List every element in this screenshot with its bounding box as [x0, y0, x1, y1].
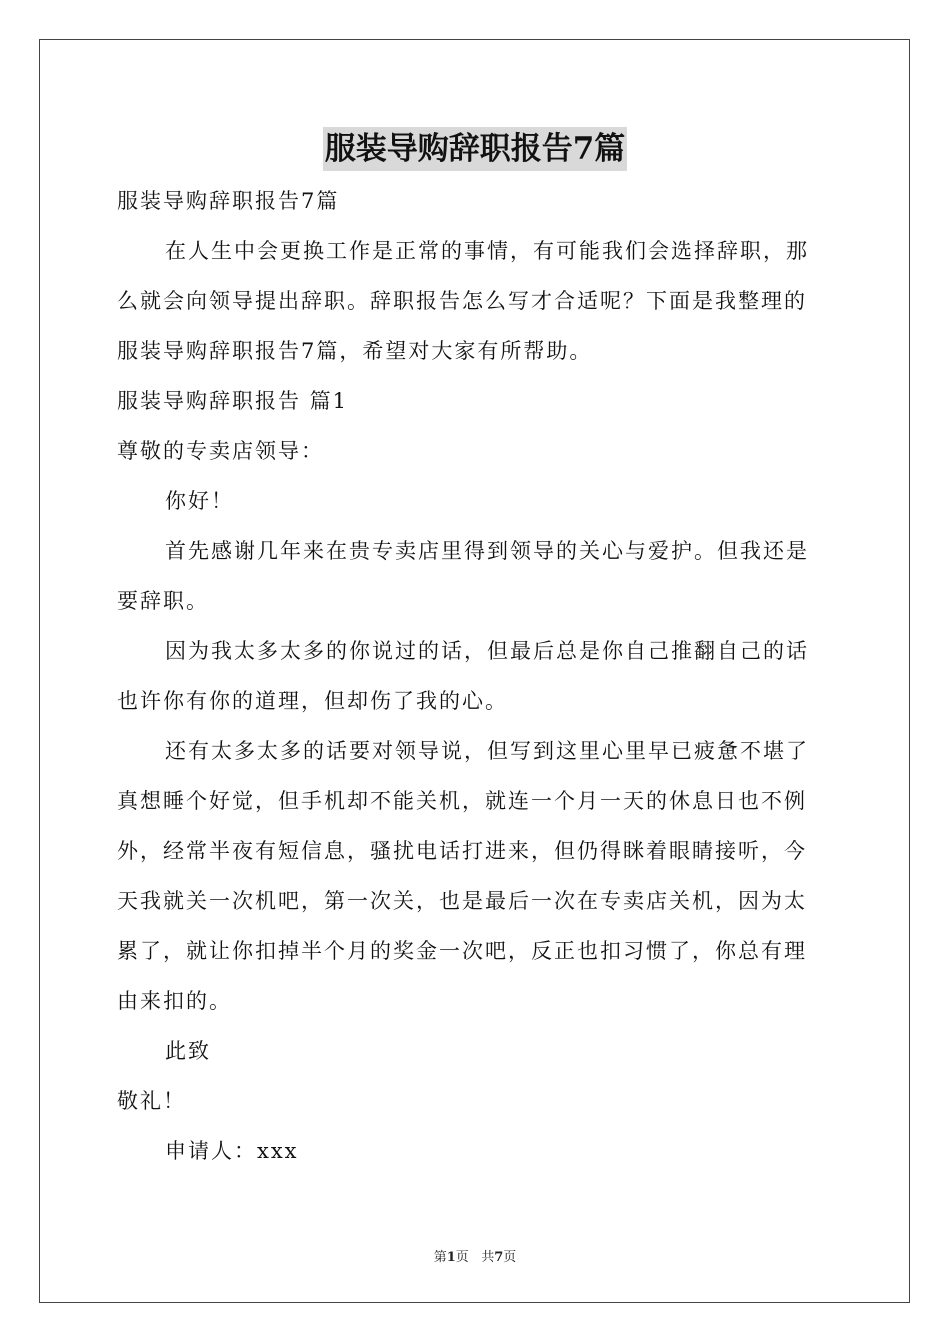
section-heading: 服装导购辞职报告 篇1	[117, 389, 349, 413]
body-line: 么就会向领导提出辞职。辞职报告怎么写才合适呢？下面是我整理的	[117, 289, 807, 313]
body-line: 外，经常半夜有短信息，骚扰电话打进来，但仍得眯着眼睛接听，今	[117, 839, 807, 863]
greeting: 你好！	[165, 489, 234, 513]
closing-regards: 敬礼！	[117, 1089, 186, 1113]
body-line: 天我就关一次机吧，第一次关，也是最后一次在专卖店关机，因为太	[117, 889, 807, 913]
body-line: 服装导购辞职报告7篇，希望对大家有所帮助。	[117, 339, 593, 363]
title-container	[0, 127, 950, 171]
salutation: 尊敬的专卖店领导：	[117, 439, 324, 463]
total-suffix: 页	[503, 1250, 517, 1265]
total-prefix: 共	[481, 1250, 495, 1265]
applicant-signature: 申请人：xxx	[165, 1139, 299, 1163]
body-line: 由来扣的。	[117, 989, 232, 1013]
current-page-number: 1	[446, 1250, 456, 1265]
document-title: 服装导购辞职报告7篇	[323, 127, 628, 171]
total-page-number: 7	[494, 1250, 504, 1265]
page-prefix: 第	[433, 1250, 447, 1265]
body-line: 也许你有你的道理，但却伤了我的心。	[117, 689, 508, 713]
body-line: 首先感谢几年来在贵专卖店里得到领导的关心与爱护。但我还是	[165, 539, 809, 563]
body-line: 累了，就让你扣掉半个月的奖金一次吧，反正也扣习惯了，你总有理	[117, 939, 807, 963]
body-line: 真想睡个好觉，但手机却不能关机，就连一个月一天的休息日也不例	[117, 789, 807, 813]
body-line: 服装导购辞职报告7篇	[117, 189, 340, 213]
closing-line: 此致	[165, 1039, 211, 1063]
page-suffix: 页	[455, 1250, 469, 1265]
body-line: 要辞职。	[117, 589, 209, 613]
page-footer	[0, 1246, 950, 1265]
body-line: 还有太多太多的话要对领导说，但写到这里心里早已疲惫不堪了	[165, 739, 809, 763]
body-line: 在人生中会更换工作是正常的事情，有可能我们会选择辞职，那	[165, 239, 809, 263]
body-line: 因为我太多太多的你说过的话，但最后总是你自己推翻自己的话	[165, 639, 809, 663]
document-body	[117, 176, 833, 1176]
